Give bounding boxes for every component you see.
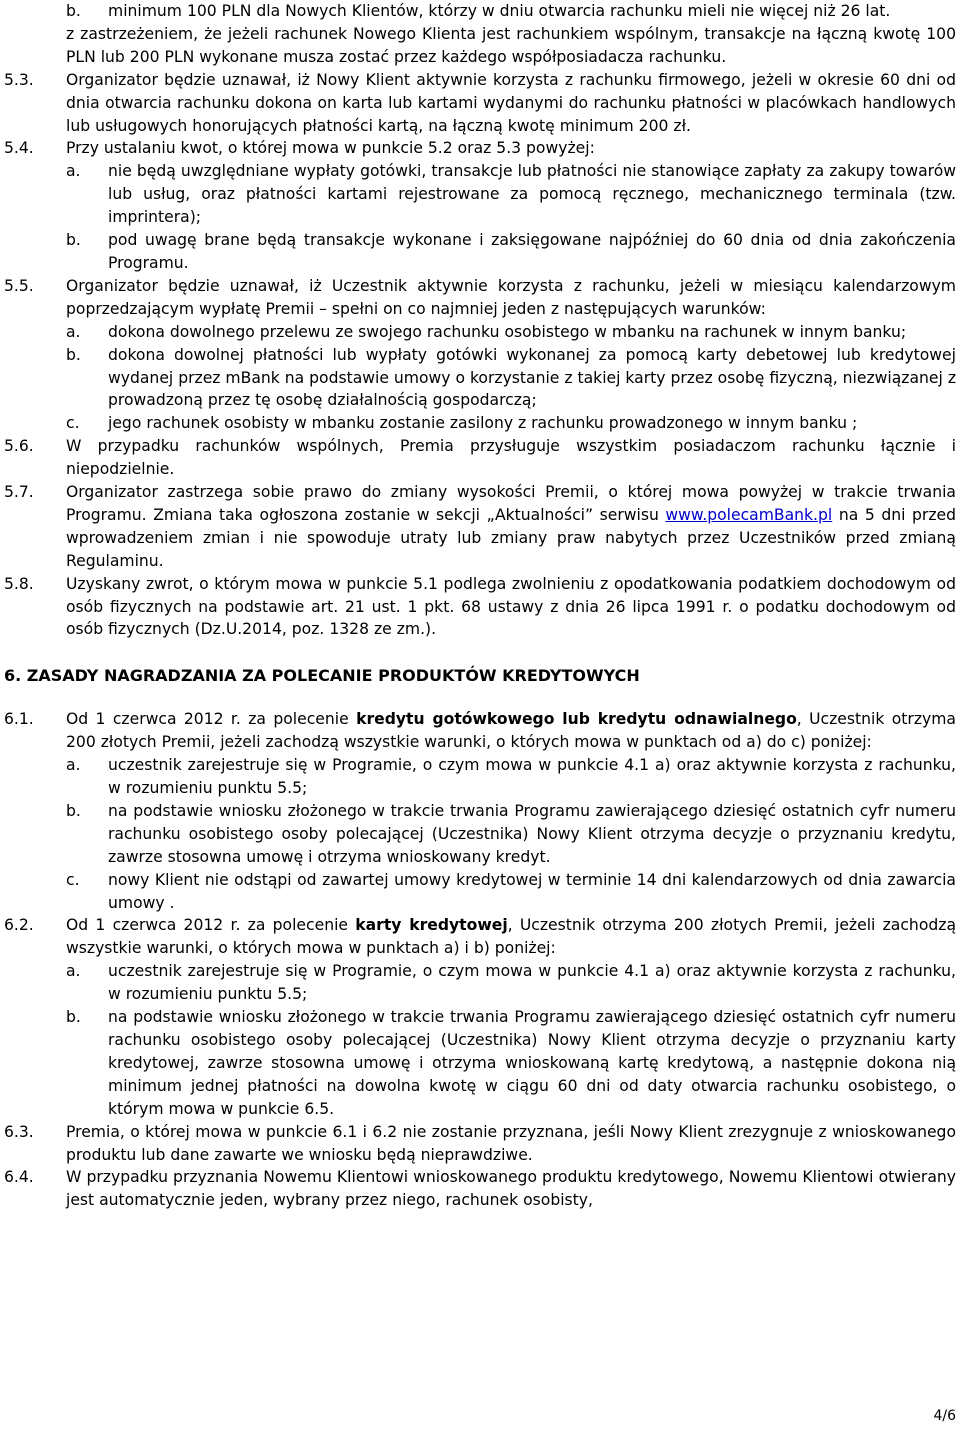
- section-text: W przypadku przyznania Nowemu Klientowi wnioskowanego produktu kredytowego, Nowemu Klientowi otwierany jest automatycznie jeden, wybrany przez niego, rachunek osobisty,: [66, 1168, 956, 1210]
- section-5-7: [4, 481, 956, 573]
- section-text: [66, 481, 956, 573]
- section-text-after-bold: , Uczestnik otrzyma 200 złotych Premii, jeżeli zachodzą wszystkie warunki, o których mowa w punktach od a) do c) poniżej:: [66, 710, 956, 752]
- section-text: Uzyskany zwrot, o którym mowa w punkcie 5.1 podlega zwolnieniu z opodatkowania podatkiem dochodowym od osób fizycznych na podstawie art. 21 ust. 1 pkt. 68 ustawy z dnia 26 lipca 1991 r. o podatku dochodowym od osób fizycznych (Dz.U.2014, poz. 1328 ze zm.).: [66, 574, 956, 639]
- list-item: [66, 1006, 956, 1121]
- page-number: 4/6: [933, 1408, 956, 1424]
- document-page: [4, 0, 956, 1212]
- item-letter: b.: [66, 1008, 81, 1027]
- section-text: W przypadku rachunków wspólnych, Premia przysługuje wszystkim posiadaczom rachunku łącznie i niepodzielnie.: [66, 437, 956, 479]
- item-text: uczestnik zarejestruje się w Programie, o czym mowa w punkcie 4.1 a) oraz aktywnie korzysta z rachunku, w rozumieniu punktu 5.5;: [108, 756, 956, 797]
- item-text: nowy Klient nie odstąpi od zawartej umowy kredytowej w terminie 14 dni kalendarzowych od dnia zawarcia umowy .: [108, 870, 956, 912]
- section-5-8: [4, 573, 956, 642]
- item-letter: a.: [66, 322, 81, 341]
- section-text-before-link: Organizator zastrzega sobie prawo do zmiany wysokości Premii, o której mowa powyżej w trakcie trwania Programu. Zmiana taka ogłoszona zostanie w sekcji „Aktualności” serwisu: [66, 483, 956, 524]
- polecambank-link[interactable]: www.polecamBank.pl: [665, 505, 833, 524]
- bold-product-name: karty kredytowej: [355, 916, 508, 935]
- section-6-3: [4, 1121, 956, 1167]
- list-item: [66, 229, 956, 275]
- item-text: uczestnik zarejestruje się w Programie, o czym mowa w punkcie 4.1 a) oraz aktywnie korzysta z rachunku, w rozumieniu punktu 5.5;: [108, 962, 956, 1004]
- section-text: Przy ustalaniu kwot, o której mowa w punkcie 5.2 oraz 5.3 powyżej:: [66, 139, 595, 158]
- item-text: na podstawie wniosku złożonego w trakcie trwania Programu zawierającego dziesięć ostatnich cyfr numeru rachunku osobistego osoby polecającej (Uczestnika) Nowy Klient otrzyma decyzje o przyznaniu karty kredytowej, zawrze stosowna umowę i otrzyma wnioskowaną kartę kredytową, a następnie dokona nią minimum jednej płatności na dowolna kwotę w ciągu 60 dni od daty otwarcia rachunku osobistego, o którym mowa w punkcie 6.5.: [108, 1008, 956, 1118]
- item-letter: b.: [66, 2, 81, 20]
- section-text: Premia, o której mowa w punkcie 6.1 i 6.2 nie zostanie przyznana, jeśli Nowy Klient zrezygnuje z wnioskowanego produktu lub dane zawarte we wniosku będą nieprawdziwe.: [66, 1122, 956, 1164]
- section-6-1: [4, 708, 956, 754]
- list-item: [66, 321, 956, 344]
- item-letter: a.: [66, 162, 81, 181]
- section-number: 5.4.: [4, 139, 34, 158]
- section-5-4: [4, 137, 956, 160]
- section-number: 5.6.: [4, 437, 34, 456]
- section-text-before-bold: Od 1 czerwca 2012 r. za polecenie: [66, 916, 356, 935]
- section-5-6: [4, 435, 956, 481]
- item-letter: b.: [66, 231, 81, 250]
- list-item: [66, 754, 956, 800]
- section-text-before-bold: Od 1 czerwca 2012 r. za polecenie: [66, 710, 357, 729]
- section-number: 6.1.: [4, 710, 34, 729]
- item-letter: c.: [66, 870, 80, 889]
- section-text: Organizator będzie uznawał, iż Uczestnik aktywnie korzysta z rachunku, jeżeli w miesiącu kalendarzowym poprzedzającym wypłatę Premii – spełni on co najmniej jeden z następujących warunków:: [66, 276, 956, 318]
- list-item: [66, 412, 956, 435]
- item-text: nie będą uwzględniane wypłaty gotówki, transakcje lub płatności nie stanowiące zapłaty za zakupy towarów lub usług, oraz płatności kartami rejestrowane za pomocą ręcznego, mechanicznego terminala (tzw. imprintera);: [108, 162, 956, 227]
- item-text: jego rachunek osobisty w mbanku zostanie zasilony z rachunku prowadzonego w innym banku ;: [108, 414, 858, 433]
- continuation-paragraph: z zastrzeżeniem, że jeżeli rachunek Nowego Klienta jest rachunkiem wspólnym, transakcje na łączną kwotę 100 PLN lub 200 PLN wykonane musza zostać przez każdego współposiadacza rachunku.: [66, 24, 956, 66]
- section-text: [66, 708, 956, 754]
- section-6-heading: 6. ZASADY NAGRADZANIA ZA POLECANIE PRODUKTÓW KREDYTOWYCH: [4, 666, 640, 686]
- bold-product-name: kredytu gotówkowego lub kredytu odnawialnego: [356, 710, 797, 729]
- item-text: na podstawie wniosku złożonego w trakcie trwania Programu zawierającego dziesięć ostatnich cyfr numeru rachunku osobistego osoby polecającej (Uczestnika) Nowy Klient otrzyma decyzje o przyznaniu kredytu, zawrze stosowna umowę i otrzyma wnioskowany kredyt.: [108, 801, 956, 866]
- item-letter: b.: [66, 345, 81, 364]
- list-item: [66, 960, 956, 1006]
- section-text: Organizator będzie uznawał, iż Nowy Klient aktywnie korzysta z rachunku firmowego, jeżeli w okresie 60 dni od dnia otwarcia rachunku dokona on karta lub kartami wydanymi do rachunku płatności w placówkach handlowych lub usługowych honorujących płatności kartą, na łączną kwotę minimum 200 zł.: [66, 70, 956, 135]
- section-text: [66, 914, 956, 960]
- section-5-5: [4, 275, 956, 321]
- section-text-after-bold: , Uczestnik otrzyma 200 złotych Premii, jeżeli zachodzą wszystkie warunki, o których mowa w punktach a) i b) poniżej:: [66, 916, 956, 958]
- list-item: [66, 160, 956, 229]
- section-number: 6.4.: [4, 1168, 34, 1187]
- list-item: [66, 869, 956, 915]
- item-text: minimum 100 PLN dla Nowych Klientów, którzy w dniu otwarcia rachunku mieli nie więcej niż 26 lat.: [108, 2, 891, 20]
- list-item: [66, 800, 956, 869]
- section-text-after-link: na 5 dni przed wprowadzeniem zmian i nie spowoduje utraty lub zmiany praw nabytych przez Uczestników przed zmianą Regulaminu.: [66, 505, 956, 570]
- section-5-3: [4, 69, 956, 138]
- item-letter: a.: [66, 962, 81, 981]
- section-number: 5.3.: [4, 70, 34, 89]
- section-number: 6.2.: [4, 916, 34, 935]
- item-letter: c.: [66, 414, 80, 433]
- section-6-4: [4, 1166, 956, 1212]
- list-item-b-top: [66, 0, 956, 23]
- section-number: 5.7.: [4, 483, 34, 502]
- section-number: 5.5.: [4, 276, 34, 295]
- item-text: dokona dowolnego przelewu ze swojego rachunku osobistego w mbanku na rachunek w innym banku;: [108, 322, 907, 341]
- item-text: dokona dowolnej płatności lub wypłaty gotówki wykonanej za pomocą karty debetowej lub kredytowej wydanej przez mBank na podstawie umowy o korzystanie z takiej karty przez osobę fizyczną, niezwiązanej z prowadzoną przez tę osobę działalnością gospodarczą;: [108, 345, 957, 410]
- item-text: pod uwagę brane będą transakcje wykonane i zaksięgowane najpóźniej do 60 dnia od dnia zakończenia Programu.: [108, 231, 956, 272]
- section-number: 5.8.: [4, 574, 34, 593]
- item-letter: a.: [66, 756, 81, 775]
- section-number: 6.3.: [4, 1122, 34, 1141]
- list-item: [66, 344, 956, 413]
- section-6-2: [4, 914, 956, 960]
- item-letter: b.: [66, 801, 81, 820]
